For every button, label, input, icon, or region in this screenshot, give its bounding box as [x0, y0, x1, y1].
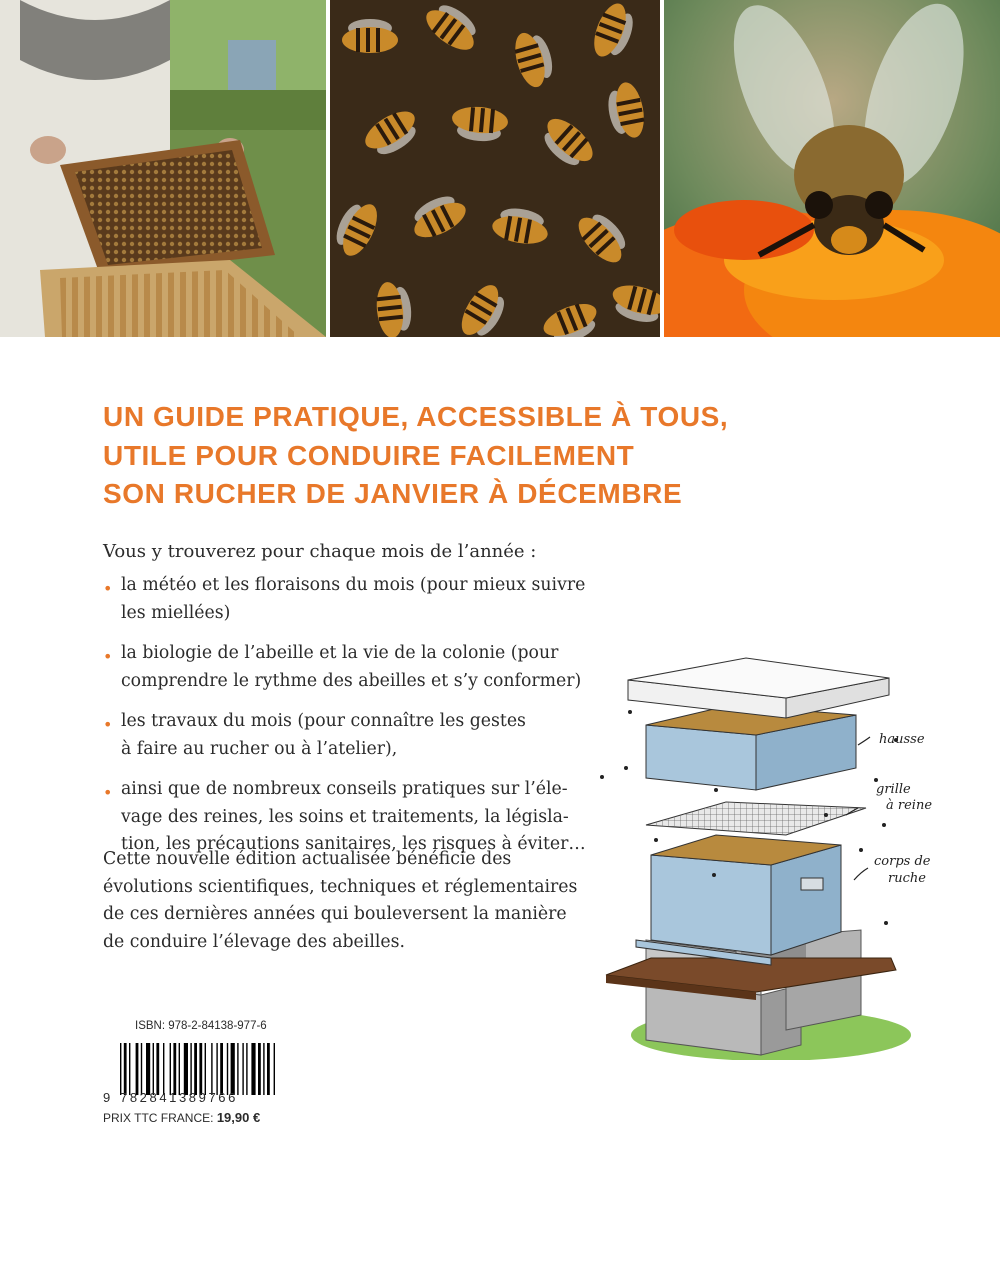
price-label: PRIX TTC FRANCE:: [103, 1111, 214, 1125]
label-hausse: hausse: [879, 732, 925, 747]
list-item: • ainsi que de nombreux conseils pratiques sur l’éle- vage des reines, les soins et traitements, la législa- tion, les précautions sanitaires, les risques à éviter…: [103, 779, 586, 854]
headline-line: UN GUIDE PRATIQUE, ACCESSIBLE À TOUS,: [103, 401, 729, 432]
headline-line: UTILE POUR CONDUIRE FACILEMENT: [103, 439, 635, 471]
price-value: 19,90 €: [216, 1110, 261, 1125]
label-a-reine: à reine: [886, 798, 933, 813]
bullet-dot-icon: •: [103, 783, 113, 802]
isbn-text: ISBN: 978-2-84138-977-6: [135, 1020, 267, 1032]
list-item: • la biologie de l’abeille et la vie de la colonie (pour comprendre le rythme des abeilles et s’y conformer): [103, 643, 582, 691]
label-corps: corps de: [874, 854, 931, 869]
price: [103, 1110, 260, 1125]
barcode-digits: 782841389766: [120, 1090, 238, 1105]
barcode-first-digit: 9: [103, 1090, 111, 1105]
headline: [103, 398, 903, 514]
headline-line: SON RUCHER DE JANVIER À DÉCEMBRE: [103, 478, 683, 509]
list-item: • les travaux du mois (pour connaître les gestes à faire au rucher ou à l’atelier),: [103, 711, 526, 759]
list-item: • la météo et les floraisons du mois (pour mieux suivre les miellées): [103, 575, 586, 623]
bullet-dot-icon: •: [103, 715, 113, 734]
bullet-dot-icon: •: [103, 647, 113, 666]
beekeeper-photo: [0, 0, 326, 337]
bee-shape: [342, 19, 398, 53]
label-grille: grille: [876, 782, 911, 797]
intro-text: Vous y trouverez pour chaque mois de l’année :: [103, 541, 537, 562]
feature-list: [103, 572, 643, 872]
bullet-dot-icon: •: [103, 579, 113, 598]
closing-paragraph: Cette nouvelle édition actualisée bénéficie des évolutions scientifiques, techniques et réglementaires de ces dernières années qui bouleversent la manière de conduire l’élevage des abeilles.: [103, 849, 578, 952]
bee-on-flower-photo: [664, 0, 1000, 337]
bee-swarm-photo: [330, 0, 660, 337]
hive-illustration: [596, 640, 1000, 1060]
label-ruche: ruche: [888, 871, 926, 886]
photo-strip: [0, 0, 1000, 337]
